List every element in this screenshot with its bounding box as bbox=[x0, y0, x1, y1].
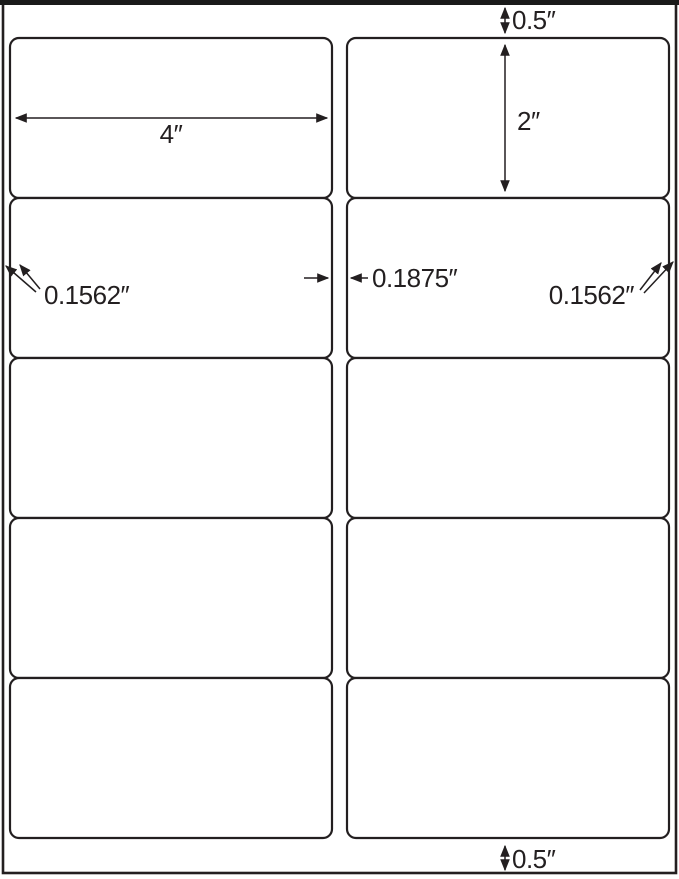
label-height-label: 2″ bbox=[517, 106, 540, 136]
label-cell-r3c1 bbox=[10, 358, 332, 518]
label-width-label: 4″ bbox=[159, 119, 183, 149]
left-margin-label: 0.1562″ bbox=[44, 280, 130, 310]
label-cell-r1c2 bbox=[347, 38, 669, 198]
label-cell-r5c2 bbox=[347, 678, 669, 838]
label-cell-r2c1 bbox=[10, 198, 332, 358]
label-cell-r3c2 bbox=[347, 358, 669, 518]
column-gap-label: 0.1875″ bbox=[372, 263, 458, 293]
top-margin-label: 0.5″ bbox=[512, 5, 556, 35]
label-cell-r4c2 bbox=[347, 518, 669, 678]
label-cell-r5c1 bbox=[10, 678, 332, 838]
bottom-margin-label: 0.5″ bbox=[512, 844, 556, 874]
right-margin-label: 0.1562″ bbox=[548, 280, 634, 310]
label-cell-r4c1 bbox=[10, 518, 332, 678]
